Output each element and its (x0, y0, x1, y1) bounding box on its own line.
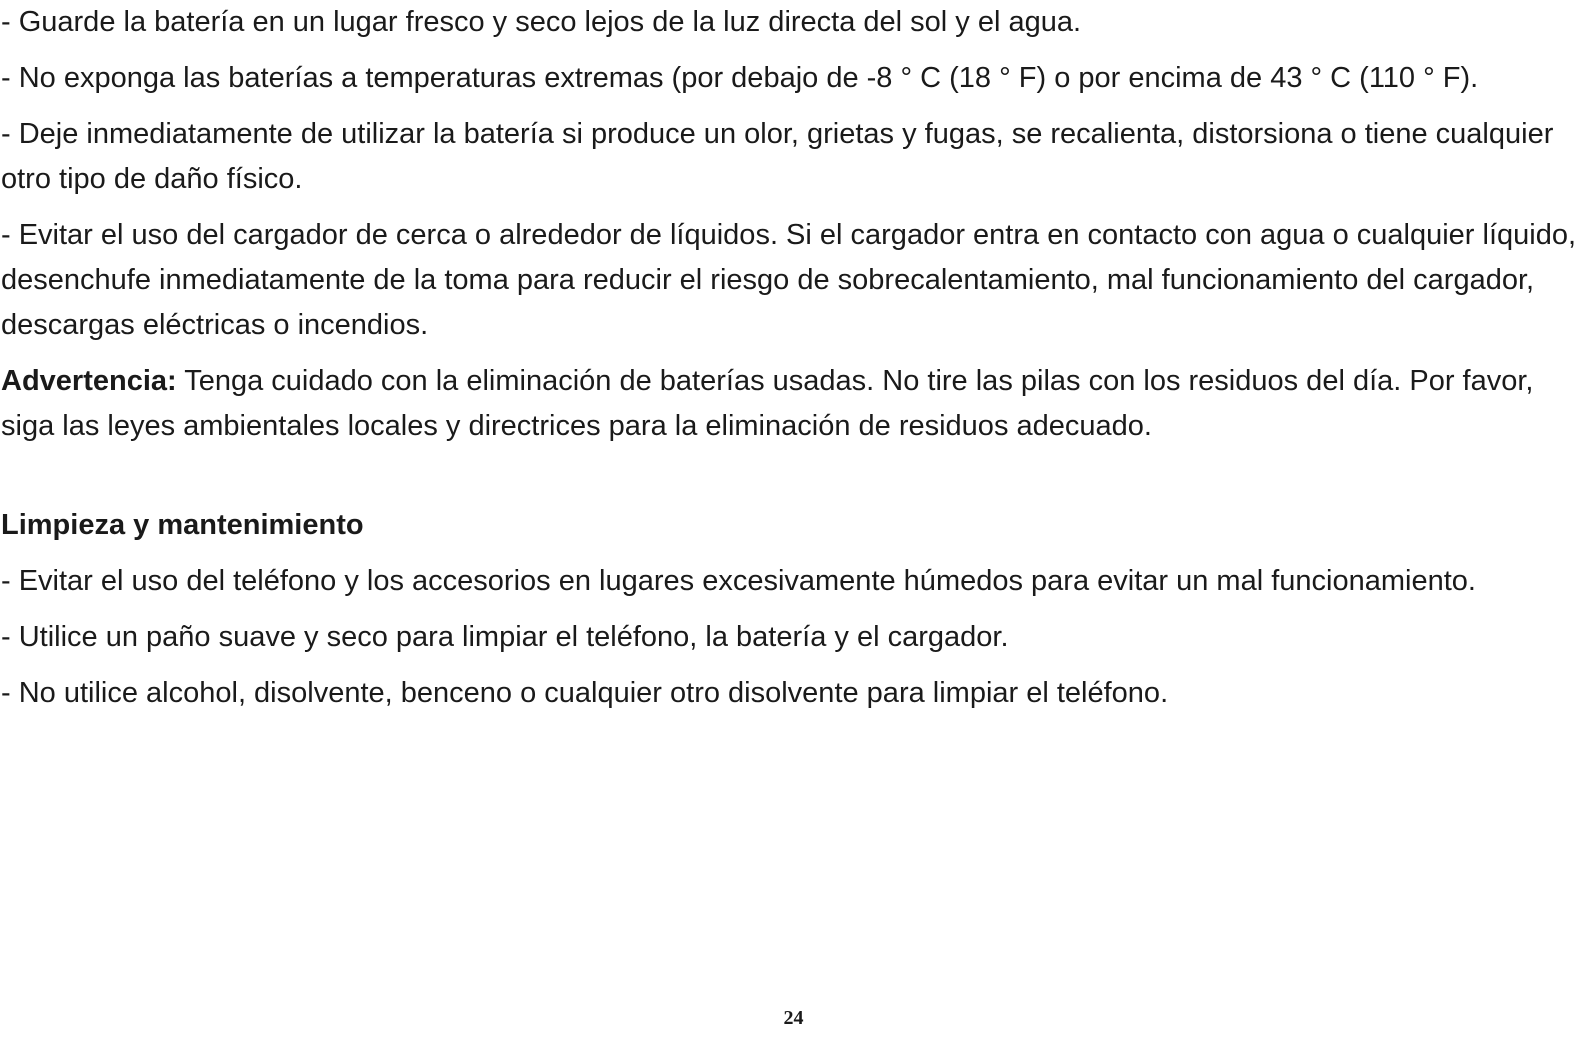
warning-label: Advertencia: (1, 365, 177, 397)
soft-cloth-item: - Utilice un paño suave y seco para limpiar el teléfono, la batería y el cargador. (1, 621, 1009, 653)
page-number: 24 (783, 1007, 804, 1029)
disposal-warning (1, 359, 1581, 449)
page-content (1, 0, 1581, 716)
battery-temperature-item: - No exponga las baterías a temperaturas extremas (por debajo de -8 ° C (18 ° F) o por encima de 43 ° C (110 ° F). (1, 62, 1479, 94)
cleaning-section-title: Limpieza y mantenimiento (1, 509, 364, 541)
warning-text: Tenga cuidado con la eliminación de baterías usadas. No tire las pilas con los residuos del día. Por favor, siga las leyes ambientales locales y directrices para la eliminación de residuos adecuado. (1, 365, 1534, 442)
charger-liquid-item: - Evitar el uso del cargador de cerca o alrededor de líquidos. Si el cargador entra en contacto con agua o cualquier líquido, desenchufe inmediatamente de la toma para reducir el riesgo de sobrecalentamiento, mal funcionamiento del cargador, descargas eléctricas o incendios. (1, 219, 1577, 341)
no-solvent-item: - No utilice alcohol, disolvente, benceno o cualquier otro disolvente para limpiar el teléfono. (1, 677, 1169, 709)
battery-damage-item: - Deje inmediatamente de utilizar la batería si produce un olor, grietas y fugas, se recalienta, distorsiona o tiene cualquier otro tipo de daño físico. (1, 118, 1554, 195)
humidity-item: - Evitar el uso del teléfono y los accesorios en lugares excesivamente húmedos para evitar un mal funcionamiento. (1, 565, 1476, 597)
battery-storage-item: - Guarde la batería en un lugar fresco y seco lejos de la luz directa del sol y el agua. (1, 6, 1082, 38)
